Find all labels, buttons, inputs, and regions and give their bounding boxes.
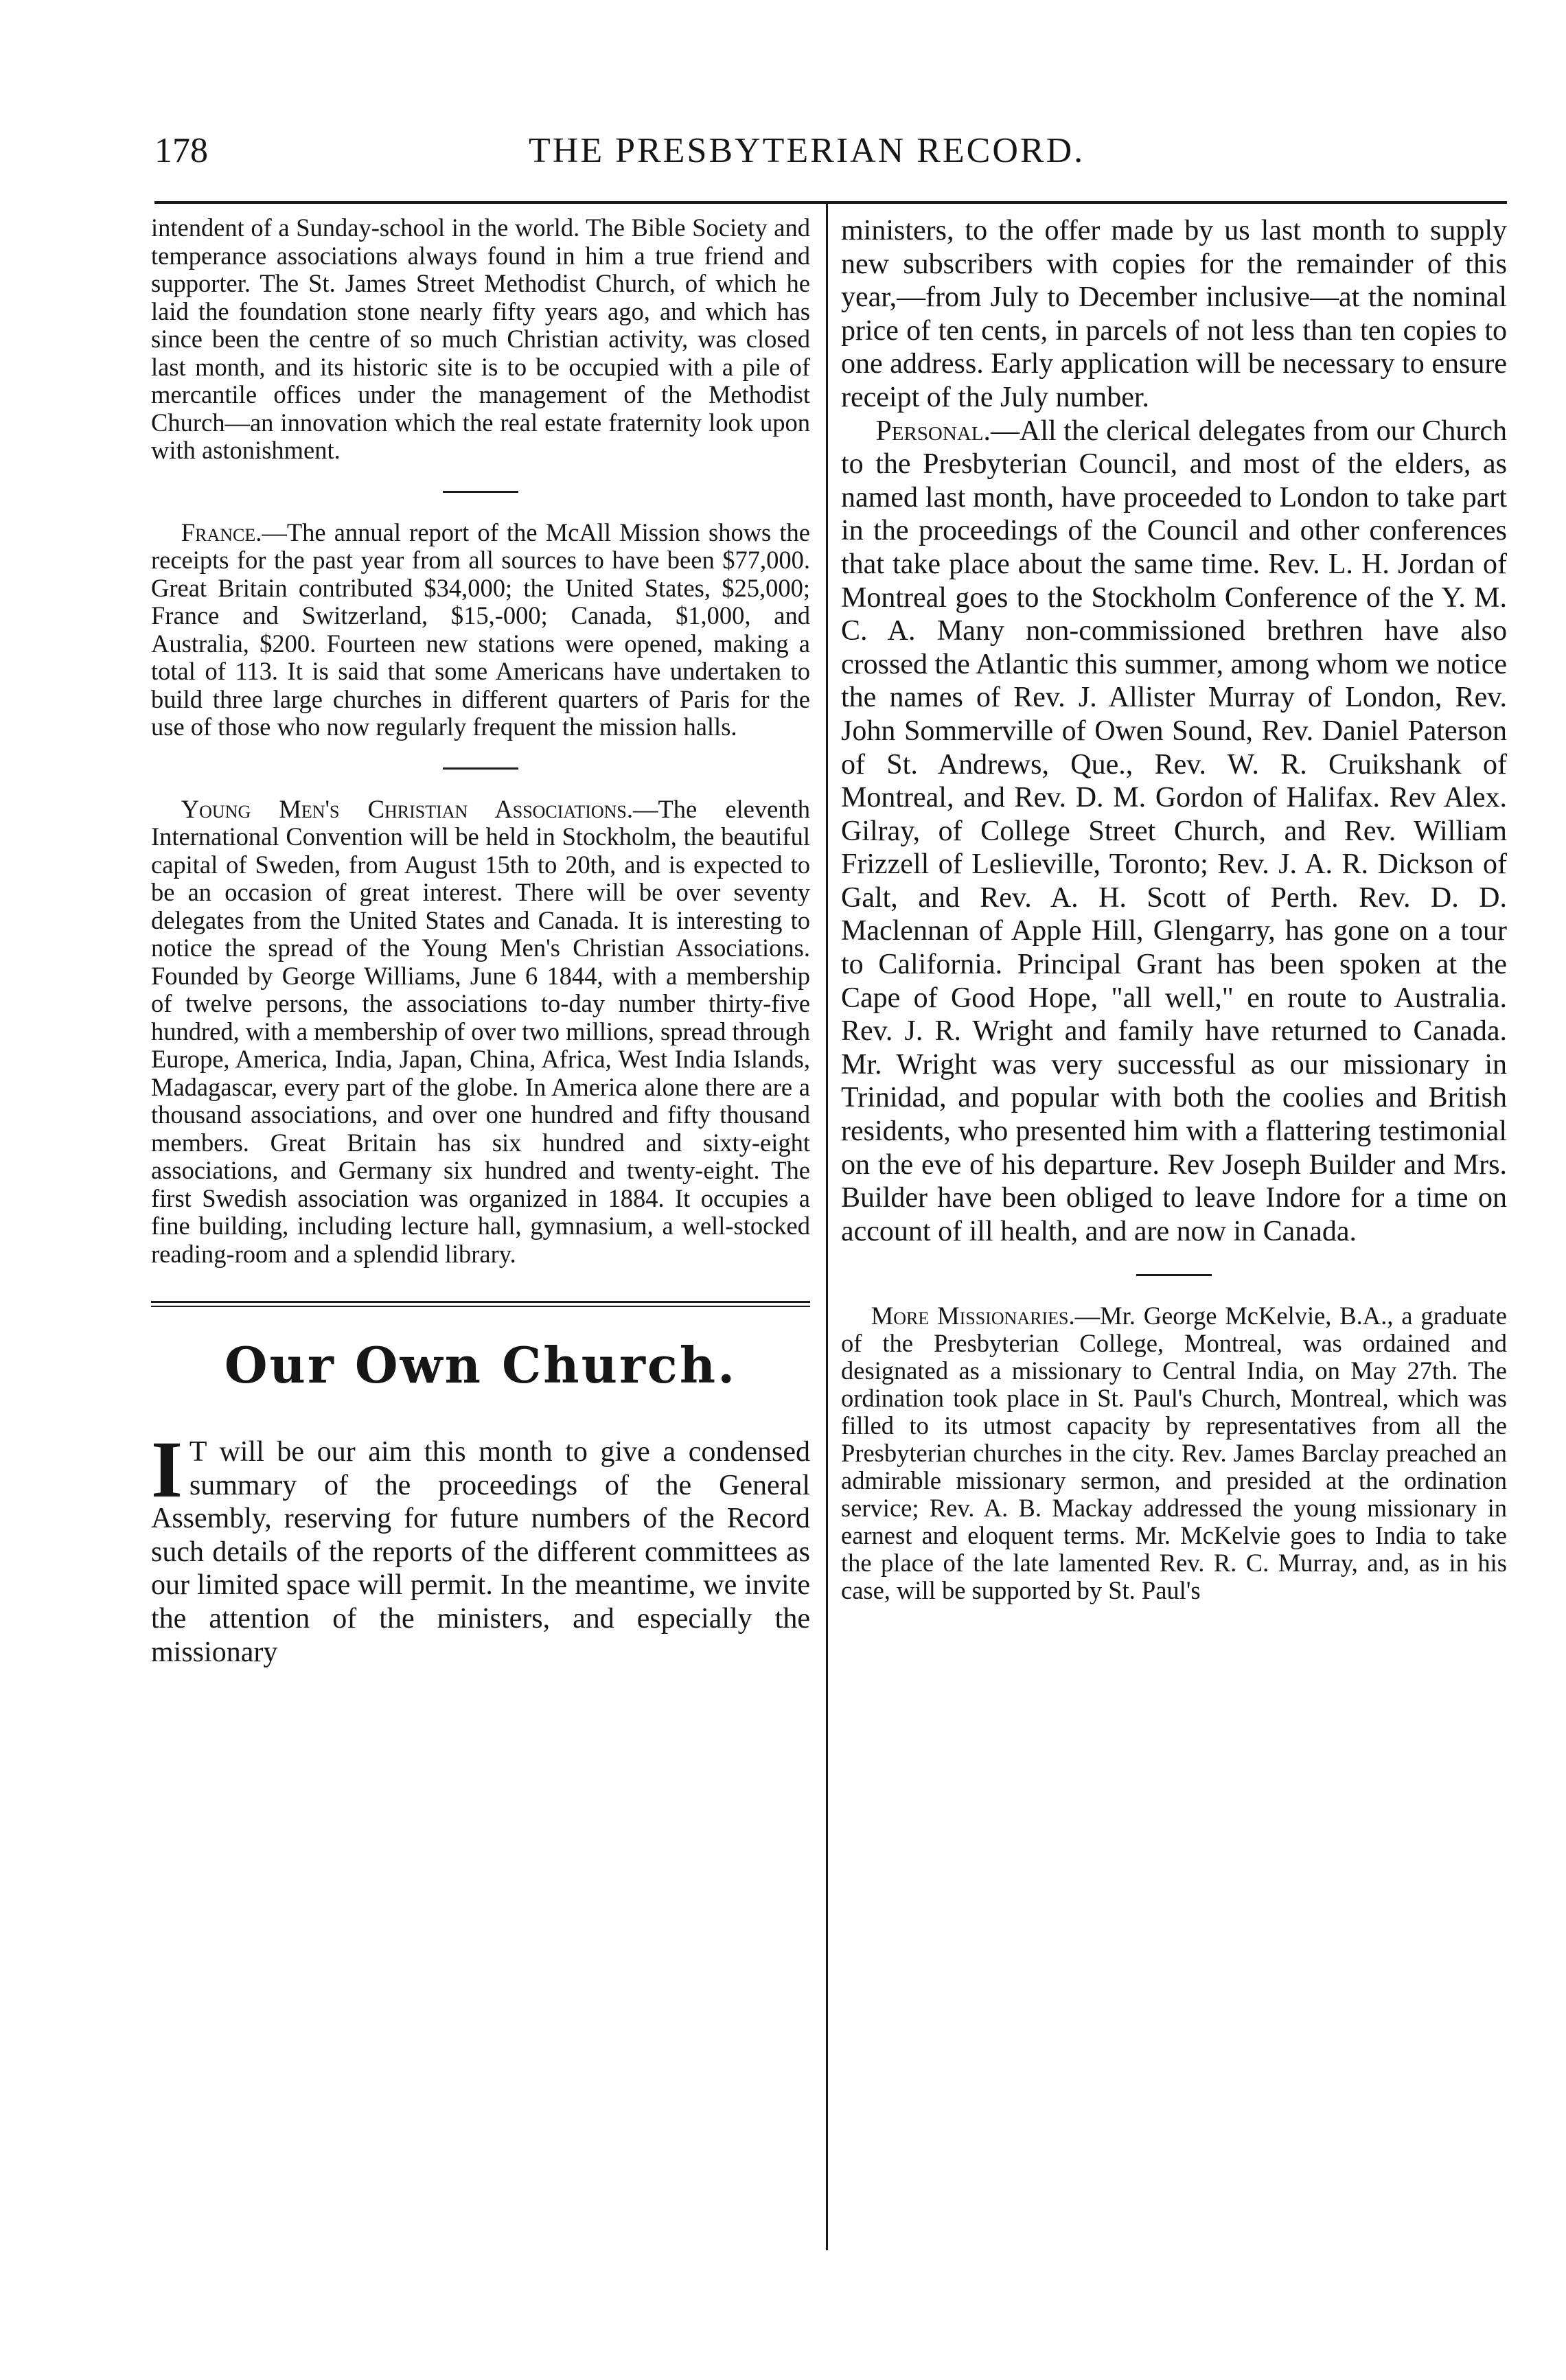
- article-france: [151, 519, 810, 741]
- drop-cap: I: [151, 1424, 183, 1514]
- article-more-missionaries-body: —Mr. George McKelvie, B.A., a graduate of the Presbyterian College, Montreal, was ordained and designated as a missionary to Central India, on May 27th. The ordination took place in St. Paul's Church, Montreal, which was filled to its utmost capacity by representatives from all the Presbyterian churches in the city. Rev. James Barclay preached an admirable missionary sermon, and presided at the ordination service; Rev. A. B. Mackay addressed the young missionary in earnest and eloquent terms. Mr. McKelvie goes to India to take the place of the late lamented Rev. R. C. Murray, and, as in his case, will be supported by St. Paul's: [841, 1302, 1507, 1605]
- article-personal: [841, 415, 1507, 1249]
- article-more-missionaries: [841, 1302, 1507, 1604]
- article-own-church-intro: [151, 1424, 810, 1669]
- separator-rule: [1136, 1274, 1212, 1276]
- article-personal-heading: Personal.: [875, 415, 991, 447]
- left-column: [151, 214, 810, 1669]
- column-divider: [826, 201, 828, 2250]
- header-rule: [154, 201, 1507, 204]
- section-heading: Our Own Church.: [224, 1336, 737, 1394]
- separator-rule: [443, 767, 518, 770]
- journal-title: THE PRESBYTERIAN RECORD.: [529, 131, 1085, 170]
- article-more-missionaries-heading: More Missionaries.: [871, 1302, 1075, 1330]
- article-france-body: —The annual report of the McAll Mission shows the receipts for the past year from all sources to have been $77,000. Great Britain contributed $34,000; the United States, $25,000; France and Switzerland, $15,-000; Canada, $1,000, and Australia, $200. Fourteen new stations were opened, making a total of 113. It is said that some Americans have undertaken to build three large churches in different quarters of Paris for the use of those who now regularly frequent the mission halls.: [151, 518, 810, 741]
- article-own-church-body: T will be our aim this month to give a condensed summary of the proceedings of the General Assembly, reserving for future numbers of the Record such details of the reports of the different committees as our limited space will permit. In the meantime, we invite the attention of the ministers, and especially the missionary: [151, 1436, 810, 1668]
- article-continuation: intendent of a Sunday-school in the world. The Bible Society and temperance associations always found in him a true friend and supporter. The St. James Street Methodist Church, of which he laid the foundation stone nearly fifty years ago, and which has since been the centre of so much Christian activity, was closed last month, and its historic site is to be occupied with a pile of mercantile offices under the management of the Methodist Church—an innovation which the real estate fraternity look upon with astonishment.: [151, 213, 810, 464]
- article-ymca-body: —The eleventh International Convention will be held in Stockholm, the beautiful capital of Sweden, from August 15th to 20th, and is expected to be an occasion of great interest. There will be over seventy delegates from the United States and Canada. It is interesting to notice the spread of the Young Men's Christian Associations. Founded by George Williams, June 6 1844, with a membership of twelve persons, the associations to-day number thirty-five hundred, with a membership of over two millions, spread through Europe, America, India, Japan, China, Africa, West India Islands, Madagascar, every part of the globe. In America alone there are a thousand associations, and over one hundred and fifty thousand members. Great Britain has six hundred and sixty-eight associations, and Germany six hundred and twenty-eight. The first Swedish association was organized in 1884. It occupies a fine building, including lecture hall, gymnasium, a well-stocked reading-room and a splendid library.: [151, 794, 810, 1268]
- article-personal-body: —All the clerical delegates from our Church to the Presbyterian Council, and most of the elders, as named last month, have proceeded to London to take part in the proceedings of the Council and other conferences that take place about the same time. Rev. L. H. Jordan of Montreal goes to the Stockholm Conference of the Y. M. C. A. Many non-commissioned brethren have also crossed the Atlantic this summer, among whom we notice the names of Rev. J. Allister Murray of London, Rev. John Sommerville of Owen Sound, Rev. Daniel Paterson of St. Andrews, Que., Rev. W. R. Cruikshank of Montreal, and Rev. D. M. Gordon of Halifax. Rev Alex. Gilray, of College Street Church, and Rev. William Frizzell of Leslieville, Toronto; Rev. J. A. R. Dickson of Galt, and Rev. A. H. Scott of Perth. Rev. D. D. Maclennan of Apple Hill, Glengarry, has gone on a tour to California. Principal Grant has been spoken at the Cape of Good Hope, "all well," en route to Australia. Rev. J. R. Wright and family have returned to Canada. Mr. Wright was very successful as our missionary in Trinidad, and popular with both the coolies and British residents, who presented him with a flattering testimonial on the eve of his departure. Rev Joseph Builder and Mrs. Builder have been obliged to leave Indore for a time on account of ill health, and are now in Canada.: [841, 415, 1507, 1247]
- page-header: [154, 130, 1507, 178]
- article-offer: ministers, to the offer made by us last month to supply new subscribers with copies for the remainder of this year,—from July to December inclusive—at the nominal price of ten cents, in parcels of not less than ten copies to one address. Early application will be necessary to ensure receipt of the July number.: [841, 215, 1507, 413]
- page-number: 178: [154, 131, 208, 170]
- right-column: [841, 214, 1507, 1604]
- article-ymca-heading: Young Men's Christian Associations.: [181, 794, 634, 823]
- article-ymca: [151, 796, 810, 1269]
- article-france-heading: France.: [181, 518, 262, 546]
- separator-rule: [443, 491, 518, 493]
- section-double-rule: [151, 1301, 810, 1307]
